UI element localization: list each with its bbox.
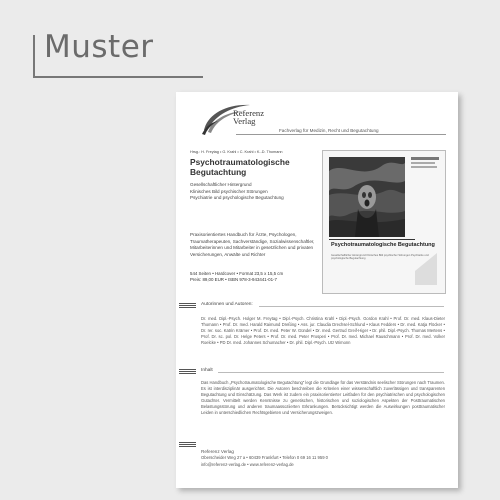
- publisher-name-line1: Referenz: [233, 108, 265, 118]
- stamp-label: Muster: [44, 29, 154, 65]
- book-specs: [190, 271, 325, 283]
- editors-line: Hrsg.: H. Freytag • G. Krahl • C. Krahl • K.-D. Thomann: [190, 150, 283, 154]
- cover-artwork: [323, 151, 445, 293]
- topic-item: Gesellschaftlicher Hintergrund: [190, 182, 252, 187]
- book-cover-image: [322, 150, 446, 294]
- contact-address: Oberscheider Weg 27 a • 60439 Frankfurt • Telefon 0 69 16 11 959 0: [201, 455, 329, 461]
- topic-item: Klinisches Bild psychischer Störungen: [190, 188, 268, 194]
- authors-list: Dr. med. Dipl.-Psych. Holger M. Freytag • Dipl.-Psych. Christina Krahl • Dipl.-Psych. Gordon Krahl • Prof. Dr. med. Klaus-Dieter Thomann • Prof. Dr. med. Harald Raimund Dreßing • Ass. jur. Claudia Drechsel-Schlund • Klaus Fedders • Dr. med. Katja Flöcker • Dr. rer. soc. Katrin Krämer • Prof. Dr. med. Peter W. Gündel • Dr. med. Gertrud Greif-Higer • Dr. phil. Dipl.-Psych. Thomas Mertens • Prof. Dr. sc. pol. Dr. Helge Peters • Prof. Dr. med. Peter Prosperi • Prof. Dr. med. Michael Rauschmann • Prof. Dr. med. Volker Roelcke • PD Dr. med. Johannes Schumacher • Dr. phil. Dipl.-Psych. Utz Wimonn: [201, 316, 445, 346]
- spec-format: 544 Seiten • Hardcover • Format 23,5 x 15,5 cm: [190, 271, 284, 276]
- content-heading-rule: [218, 372, 444, 373]
- spec-price-isbn: Preis: 89,00 EUR • ISBN 978-3-943441-01-7: [190, 277, 277, 283]
- contact-web: info@referenz-verlag.de • www.referenz-verlag.de: [201, 461, 294, 467]
- section-marker-icon: [179, 303, 196, 309]
- book-title-line1: Psychotraumatologische: [190, 157, 290, 167]
- content-heading: Inhalt: [201, 368, 213, 373]
- publisher-name-line2: Verlag: [233, 116, 256, 126]
- audience-text: Praxisorientiertes Handbuch für Ärzte, Psychologen, Traumatherapeuten, Sachverständige, Sozialwissenschaftler, Mitarbeiterinnen und Mitarbeiter in gesetzlichen und privaten Versicherungen, Anwälte und Richter: [190, 232, 315, 257]
- authors-heading-rule: [259, 306, 444, 307]
- topic-item: Psychiatrie und psychologische Begutachtung: [190, 195, 284, 201]
- stamp-horizontal-rule: [33, 76, 203, 78]
- book-title: [190, 158, 310, 177]
- cover-title: Psychotraumatologische Begutachtung: [331, 242, 435, 248]
- header-divider: [236, 134, 446, 135]
- book-title-line2: Begutachtung: [190, 166, 247, 177]
- contact-block: [201, 449, 445, 468]
- section-marker-icon: [179, 442, 196, 448]
- publisher-tagline: Fachverlag für Medizin, Recht und Begutachtung: [279, 128, 379, 133]
- content-text: Das Handbuch „Psychotraumatologische Begutachtung“ legt die Grundlage für das Verständnis seelischer Störungen nach Traumen. Es ist interdisziplinär ausgerichtet. Die Autoren beschreiben die Kriterien einer wissenschaftlich zuverlässigen und transparenten Begutachtung und Einschätzung. Das Werk ist zudem ein praxisorientierter Leitfaden für den psychiatrischen und psychologischen Gutachter. Vermittelt werden Kenntnisse zu genetischen, historischen und soziologischen Aspekten der Posttraumatischen Belastungsstörung und anderen traumaassoziierten Erkrankungen. Berücksichtigt werden die Auswirkungen posttraumatischer Leiden in unterschiedlichen Rechtsgebieten und Versicherungszweigen.: [201, 380, 445, 416]
- topic-list: [190, 182, 320, 202]
- stamp-vertical-rule: [33, 35, 35, 77]
- section-marker-icon: [179, 369, 196, 375]
- flyer-page: [176, 92, 458, 488]
- authors-heading: Autorinnen und Autoren:: [201, 302, 253, 307]
- cover-subtitle: Gesellschaftlicher Hintergrund Klinisches Bild psychischer Störungen Psychiatrie und psychologische Begutachtung: [331, 254, 429, 261]
- contact-name: Referenz Verlag: [201, 449, 234, 454]
- publisher-name: [233, 109, 264, 125]
